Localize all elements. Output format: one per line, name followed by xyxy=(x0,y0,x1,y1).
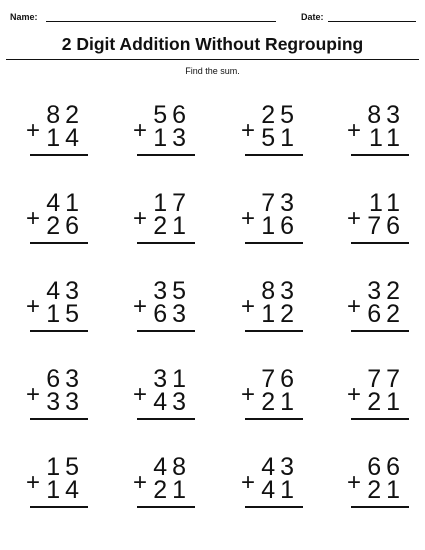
top-addend: 15 xyxy=(46,453,84,481)
plus-sign: + xyxy=(241,205,256,232)
top-addend: 31 xyxy=(153,365,191,393)
bottom-addend: 12 xyxy=(261,300,299,328)
top-addend: 63 xyxy=(46,365,84,393)
bottom-addend: 43 xyxy=(153,388,191,416)
addition-problem xyxy=(26,455,84,511)
name-label: Name: xyxy=(10,12,38,22)
answer-line[interactable] xyxy=(351,242,409,244)
addition-problem xyxy=(347,367,405,423)
answer-line[interactable] xyxy=(245,330,303,332)
addition-problem xyxy=(26,367,84,423)
answer-line[interactable] xyxy=(30,506,88,508)
plus-sign: + xyxy=(26,469,41,496)
bottom-addend: 26 xyxy=(46,212,84,240)
top-addend: 83 xyxy=(367,101,405,129)
top-addend: 43 xyxy=(46,277,84,305)
plus-sign: + xyxy=(26,205,41,232)
plus-sign: + xyxy=(347,117,362,144)
addition-problem xyxy=(347,279,405,335)
addition-problem xyxy=(133,103,191,159)
plus-sign: + xyxy=(133,293,148,320)
addition-problem xyxy=(241,103,299,159)
plus-sign: + xyxy=(347,293,362,320)
plus-sign: + xyxy=(26,293,41,320)
plus-sign: + xyxy=(133,381,148,408)
bottom-addend: 11 xyxy=(369,124,405,152)
answer-line[interactable] xyxy=(351,418,409,420)
top-addend: 41 xyxy=(46,189,84,217)
plus-sign: + xyxy=(241,117,256,144)
plus-sign: + xyxy=(133,469,148,496)
answer-line[interactable] xyxy=(245,418,303,420)
answer-line[interactable] xyxy=(245,154,303,156)
answer-line[interactable] xyxy=(30,330,88,332)
addition-problem xyxy=(241,367,299,423)
bottom-addend: 21 xyxy=(261,388,299,416)
plus-sign: + xyxy=(347,205,362,232)
top-addend: 48 xyxy=(153,453,191,481)
bottom-addend: 21 xyxy=(153,212,191,240)
worksheet-header xyxy=(10,9,416,25)
bottom-addend: 14 xyxy=(46,476,84,504)
bottom-addend: 62 xyxy=(367,300,405,328)
addition-problem xyxy=(347,455,405,511)
name-field[interactable] xyxy=(46,21,276,22)
bottom-addend: 13 xyxy=(153,124,191,152)
answer-line[interactable] xyxy=(30,154,88,156)
worksheet-title: 2 Digit Addition Without Regrouping xyxy=(61,34,364,54)
top-addend: 43 xyxy=(261,453,299,481)
top-addend: 77 xyxy=(367,365,405,393)
answer-line[interactable] xyxy=(137,418,195,420)
top-addend: 25 xyxy=(261,101,299,129)
plus-sign: + xyxy=(26,117,41,144)
plus-sign: + xyxy=(133,205,148,232)
bottom-addend: 21 xyxy=(367,476,405,504)
title-divider xyxy=(6,59,419,60)
bottom-addend: 76 xyxy=(367,212,405,240)
answer-line[interactable] xyxy=(30,418,88,420)
top-addend: 82 xyxy=(46,101,84,129)
bottom-addend: 16 xyxy=(261,212,299,240)
instruction-text: Find the sum. xyxy=(185,66,240,76)
plus-sign: + xyxy=(241,381,256,408)
top-addend: 32 xyxy=(367,277,405,305)
addition-problem xyxy=(133,191,191,247)
addition-problem xyxy=(26,191,84,247)
addition-problem xyxy=(347,191,405,247)
top-addend: 76 xyxy=(261,365,299,393)
bottom-addend: 41 xyxy=(261,476,299,504)
plus-sign: + xyxy=(26,381,41,408)
plus-sign: + xyxy=(347,469,362,496)
bottom-addend: 21 xyxy=(153,476,191,504)
answer-line[interactable] xyxy=(137,330,195,332)
plus-sign: + xyxy=(241,293,256,320)
addition-problem xyxy=(241,455,299,511)
date-field[interactable] xyxy=(328,21,416,22)
top-addend: 56 xyxy=(153,101,191,129)
bottom-addend: 63 xyxy=(153,300,191,328)
top-addend: 17 xyxy=(153,189,191,217)
addition-problem xyxy=(241,279,299,335)
date-label: Date: xyxy=(301,12,324,22)
plus-sign: + xyxy=(241,469,256,496)
answer-line[interactable] xyxy=(137,506,195,508)
answer-line[interactable] xyxy=(351,330,409,332)
addition-problem xyxy=(241,191,299,247)
answer-line[interactable] xyxy=(245,242,303,244)
top-addend: 35 xyxy=(153,277,191,305)
answer-line[interactable] xyxy=(245,506,303,508)
bottom-addend: 15 xyxy=(46,300,84,328)
bottom-addend: 51 xyxy=(261,124,299,152)
bottom-addend: 14 xyxy=(46,124,84,152)
answer-line[interactable] xyxy=(351,154,409,156)
top-addend: 83 xyxy=(261,277,299,305)
answer-line[interactable] xyxy=(30,242,88,244)
addition-problem xyxy=(133,367,191,423)
answer-line[interactable] xyxy=(137,242,195,244)
top-addend: 11 xyxy=(369,189,405,217)
addition-problem xyxy=(347,103,405,159)
bottom-addend: 21 xyxy=(367,388,405,416)
top-addend: 73 xyxy=(261,189,299,217)
addition-problem xyxy=(26,279,84,335)
answer-line[interactable] xyxy=(351,506,409,508)
bottom-addend: 33 xyxy=(46,388,84,416)
answer-line[interactable] xyxy=(137,154,195,156)
addition-problem xyxy=(26,103,84,159)
addition-problem xyxy=(133,455,191,511)
top-addend: 66 xyxy=(367,453,405,481)
plus-sign: + xyxy=(133,117,148,144)
addition-problem xyxy=(133,279,191,335)
plus-sign: + xyxy=(347,381,362,408)
